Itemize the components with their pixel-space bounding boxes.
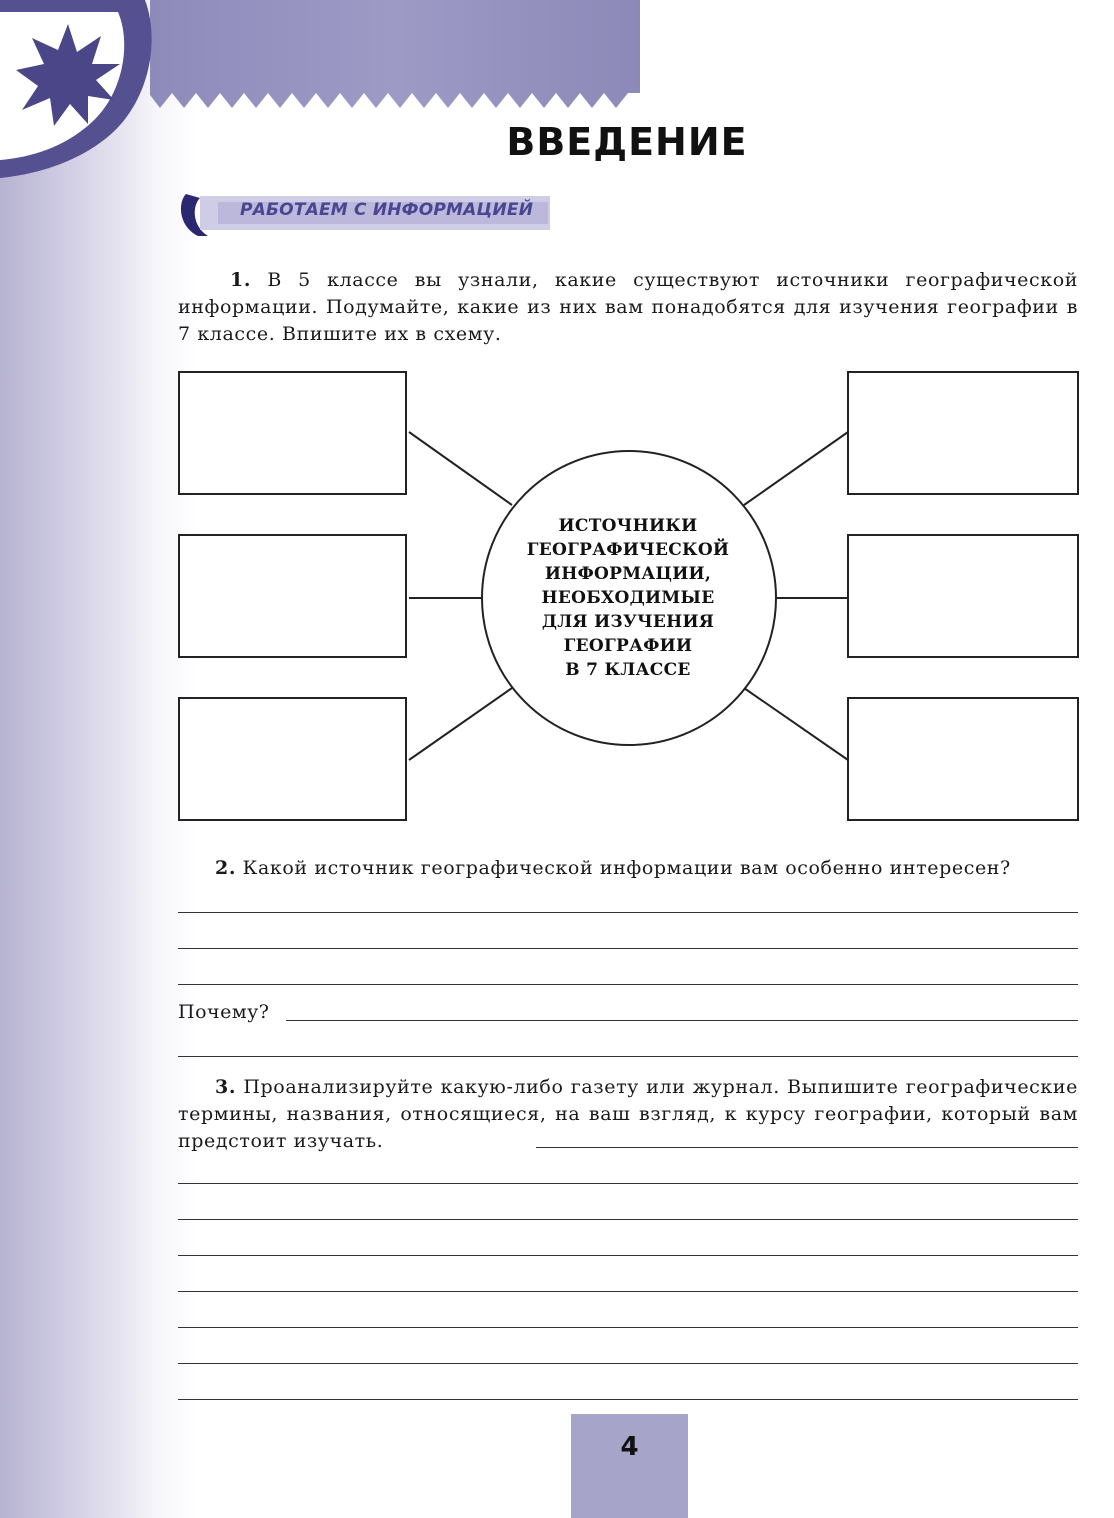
answer-box-right-top[interactable] [847, 371, 1079, 495]
connector-left-bottom [409, 688, 512, 760]
task-2-text: Какой источник географической информации вам особенно интересен? [236, 857, 1011, 879]
page-number-tab [571, 1414, 688, 1518]
answer-box-left-middle[interactable] [178, 534, 407, 658]
connector-right-bottom [744, 688, 848, 760]
answer-box-left-top[interactable] [178, 371, 407, 495]
center-label-line: ГЕОГРАФИЧЕСКОЙ [526, 540, 730, 560]
answer-line[interactable] [178, 948, 1078, 949]
task-3 [178, 1074, 1078, 1155]
task-2-number: 2. [215, 857, 237, 879]
connector-left-top [409, 432, 512, 505]
answer-box-right-bottom[interactable] [847, 697, 1079, 821]
answer-line-why[interactable] [286, 1020, 1078, 1021]
center-label-line: НЕОБХОДИМЫЕ [541, 588, 715, 608]
diagram-center-label [480, 514, 776, 682]
answer-line[interactable] [178, 1363, 1078, 1364]
task-2 [215, 855, 1078, 882]
section-heading: РАБОТАЕМ С ИНФОРМАЦИЕЙ [240, 200, 534, 220]
answer-line[interactable] [178, 1327, 1078, 1328]
answer-line[interactable] [178, 1255, 1078, 1256]
center-label-line: ИНФОРМАЦИИ, [544, 564, 712, 584]
page-number: 4 [620, 1432, 639, 1462]
page-title: ВВЕДЕНИЕ [506, 120, 748, 164]
center-label-line: ГЕОГРАФИИ [563, 636, 693, 656]
task-1-number: 1. [230, 269, 252, 291]
answer-box-left-bottom[interactable] [178, 697, 407, 821]
answer-line[interactable] [178, 1399, 1078, 1400]
answer-line[interactable] [178, 1056, 1078, 1057]
answer-line[interactable] [178, 1219, 1078, 1220]
answer-line[interactable] [178, 1291, 1078, 1292]
answer-line[interactable] [178, 912, 1078, 913]
answer-line[interactable] [178, 984, 1078, 985]
task-3-text: Проанализируйте какую-либо газету или журнал. Выпишите географические термины, названия, относящиеся, на ваш взгляд, к курсу географии, который вам предстоит изучать. [178, 1076, 1078, 1152]
answer-box-right-middle[interactable] [847, 534, 1079, 658]
task-3-number: 3. [215, 1076, 237, 1098]
answer-line-inline[interactable] [536, 1147, 1078, 1148]
center-label-line: ИСТОЧНИКИ [558, 516, 698, 536]
center-label-line: ДЛЯ ИЗУЧЕНИЯ [541, 612, 715, 632]
center-label-line: В 7 КЛАССЕ [565, 660, 691, 680]
why-label: Почему? [178, 1001, 270, 1023]
task-1-text: В 5 классе вы узнали, какие существуют источники географической информации. Подумайте, какие из них вам понадобятся для изучения географии в 7 классе. Впишите их в схему. [178, 269, 1078, 345]
connector-right-top [744, 432, 848, 505]
answer-line[interactable] [178, 1183, 1078, 1184]
